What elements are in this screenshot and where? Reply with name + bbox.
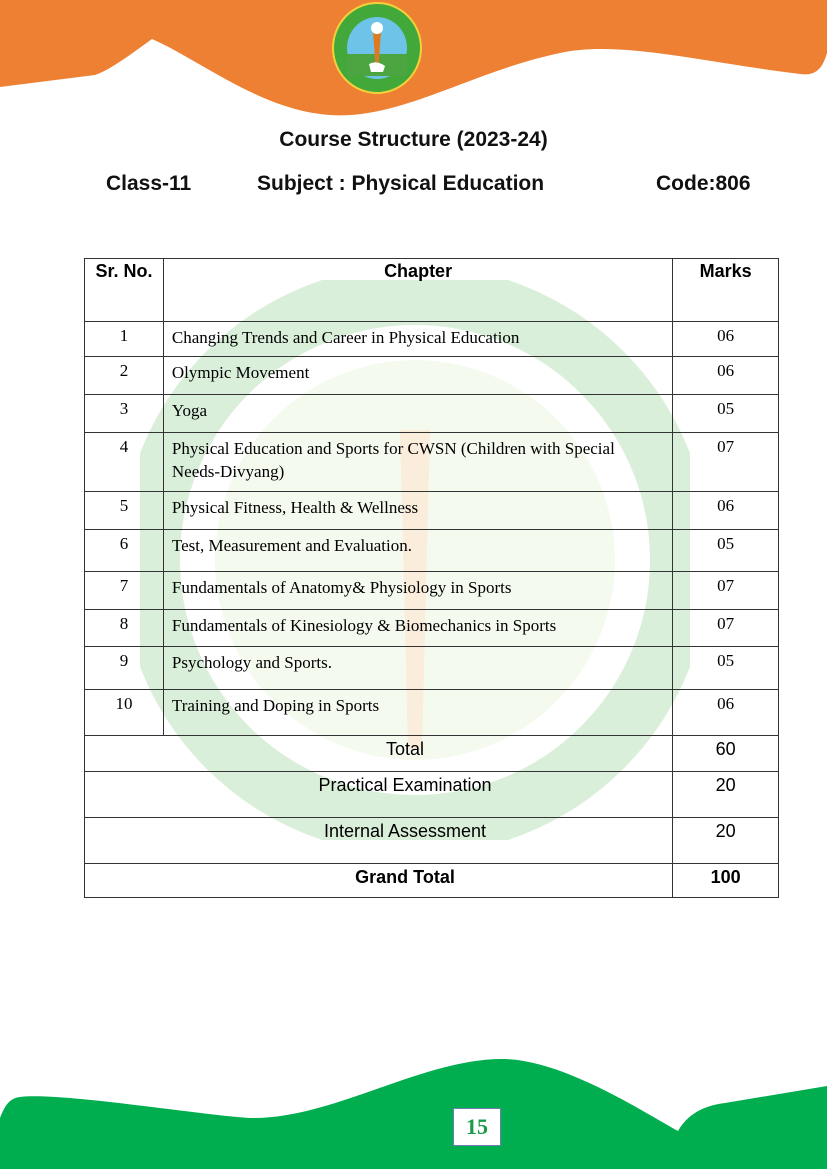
table-row [85, 357, 779, 395]
marks-cell: 06 [673, 690, 779, 736]
summary-marks: 100 [673, 864, 779, 898]
marks-cell: 07 [673, 433, 779, 492]
summary-label-text: Grand Total [355, 867, 455, 887]
chapter-cell: Physical Education and Sports for CWSN (Children with Special Needs-Divyang) [163, 433, 672, 492]
summary-marks: 20 [673, 772, 779, 818]
table-row [85, 322, 779, 357]
table-row [85, 433, 779, 492]
table-row [85, 492, 779, 530]
sr-no-cell: 2 [85, 357, 164, 395]
chapter-cell: Psychology and Sports. [163, 647, 672, 690]
course-structure-table [84, 258, 779, 898]
chapter-cell: Fundamentals of Anatomy& Physiology in Sports [163, 572, 672, 610]
chapter-cell: Changing Trends and Career in Physical Education [163, 322, 672, 357]
subject-label: Subject : Physical Education [257, 172, 545, 195]
table-row [85, 690, 779, 736]
sr-no-cell: 1 [85, 322, 164, 357]
chapter-cell: Olympic Movement [163, 357, 672, 395]
table-row [85, 572, 779, 610]
chapter-cell: Physical Fitness, Health & Wellness [163, 492, 672, 530]
summary-label [85, 736, 673, 772]
board-logo [331, 2, 423, 94]
summary-label [85, 864, 673, 898]
summary-label-text: Practical Examination [318, 775, 492, 795]
sr-no-cell: 8 [85, 610, 164, 647]
sr-no-cell: 6 [85, 530, 164, 572]
summary-label-text: Internal Assessment [323, 821, 487, 841]
summary-label [85, 772, 673, 818]
page-number: 15 [453, 1108, 501, 1146]
summary-label [85, 818, 673, 864]
summary-label-text: Total [385, 739, 425, 759]
class-label: Class-11 [106, 172, 192, 195]
sr-no-cell: 10 [85, 690, 164, 736]
summary-row [85, 864, 779, 898]
marks-cell: 07 [673, 610, 779, 647]
summary-marks: 60 [673, 736, 779, 772]
sr-no-cell: 3 [85, 395, 164, 433]
table-row [85, 395, 779, 433]
marks-cell: 05 [673, 530, 779, 572]
marks-cell: 05 [673, 647, 779, 690]
chapter-cell: Training and Doping in Sports [163, 690, 672, 736]
sr-no-cell: 9 [85, 647, 164, 690]
marks-cell: 06 [673, 357, 779, 395]
header-sr-no: Sr. No. [85, 259, 164, 322]
summary-row [85, 736, 779, 772]
chapter-cell: Fundamentals of Kinesiology & Biomechanics in Sports [163, 610, 672, 647]
table-row [85, 530, 779, 572]
summary-row [85, 772, 779, 818]
sr-no-cell: 5 [85, 492, 164, 530]
code-label: Code:806 [656, 172, 751, 195]
table-header-row [85, 259, 779, 322]
sr-no-cell: 7 [85, 572, 164, 610]
marks-cell: 07 [673, 572, 779, 610]
header-chapter: Chapter [163, 259, 672, 322]
marks-cell: 06 [673, 492, 779, 530]
page-title: Course Structure (2023-24) [279, 128, 548, 151]
header-marks: Marks [673, 259, 779, 322]
marks-cell: 06 [673, 322, 779, 357]
marks-cell: 05 [673, 395, 779, 433]
chapter-cell: Yoga [163, 395, 672, 433]
chapter-cell: Test, Measurement and Evaluation. [163, 530, 672, 572]
summary-marks: 20 [673, 818, 779, 864]
sr-no-cell: 4 [85, 433, 164, 492]
green-footer-wave [0, 1040, 827, 1169]
table-row [85, 610, 779, 647]
table-row [85, 647, 779, 690]
summary-row [85, 818, 779, 864]
